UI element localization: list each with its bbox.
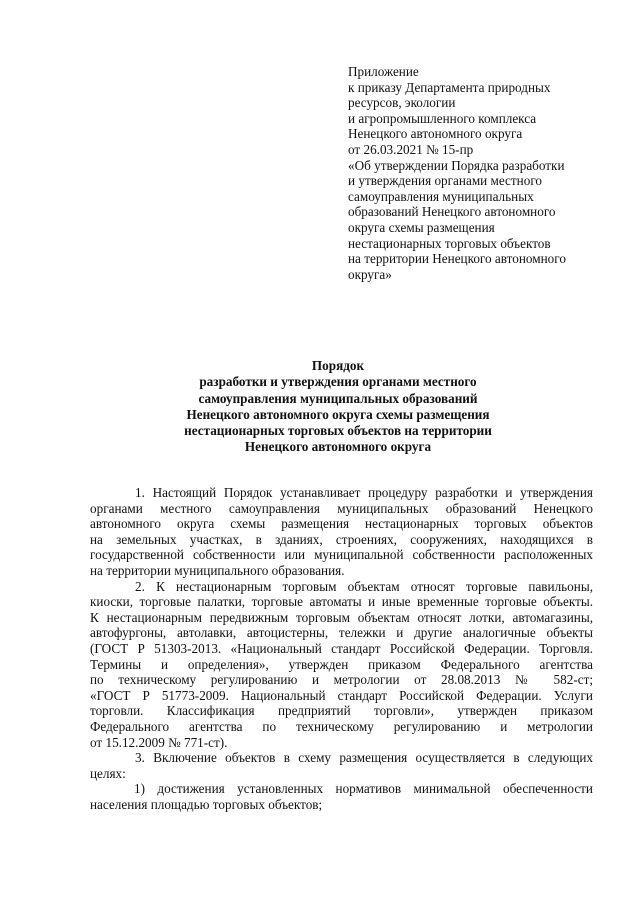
title-line: самоуправления муниципальных образований (198, 390, 478, 406)
text-line: 1. Настоящий Порядок устанавливает процедуру разработки и утверждения (135, 485, 593, 500)
text-line: автофургоны, автолавки, автоцистерны, тележки и другие аналогичные объекты (90, 625, 593, 641)
appendix-line: самоуправления муниципальных (348, 188, 534, 204)
text-line: государственной собственности или муниципальной собственности расположенных (90, 547, 593, 563)
appendix-line: от 26.03.2021 № 15-пр (348, 141, 474, 157)
text-line: торговли. Классификация предприятий торговли», утвержден приказом (90, 703, 593, 719)
appendix-line: на территории Ненецкого автономного (348, 251, 566, 267)
text-line: К нестационарным передвижным торговым объектам относят лотки, автомагазины, (90, 609, 593, 625)
text-line: «ГОСТ Р 51773-2009. Национальный стандарт Российской Федерации. Услуги (90, 687, 593, 703)
text-line: автономного округа схемы размещения нестационарных торговых объектов (90, 516, 593, 532)
text-line: от 15.12.2009 № 771-ст). (90, 734, 228, 750)
text-line: по техническому регулированию и метрологии от 28.08.2013 № 582-ст; (90, 672, 593, 688)
appendix-line: Ненецкого автономного округа (348, 126, 523, 142)
text-line: Термины и определения», утвержден приказом Федерального агентства (90, 656, 593, 672)
appendix-line: образований Ненецкого автономного (348, 204, 556, 220)
paragraph-2 (90, 579, 593, 751)
title-line: Порядок (311, 358, 365, 373)
appendix-line: и утверждения органами местного (348, 173, 542, 189)
appendix-line: и агропромышленного комплекса (348, 110, 537, 126)
text-line: на земельных участках, в зданиях, строениях, сооружениях, находящихся в (90, 531, 593, 547)
appendix-line: к приказу Департамента природных (348, 79, 551, 95)
text-line: органами местного самоуправления муниципальных образований Ненецкого (90, 500, 593, 516)
appendix-line: «Об утверждении Порядка разработки (348, 157, 565, 173)
text-line: населения площадью торговых объектов; (90, 796, 323, 812)
text-line: целях: (90, 765, 126, 781)
paragraph-4 (90, 781, 593, 812)
title-line: разработки и утверждения органами местного (199, 374, 477, 390)
paragraph-3 (90, 750, 593, 781)
text-line: на территории муниципального образования. (90, 562, 345, 578)
appendix-line: ресурсов, экологии (348, 95, 456, 111)
title-line: нестационарных торговых объектов на территории (184, 423, 492, 439)
appendix-header (348, 64, 598, 282)
appendix-line: округа схемы размещения (348, 219, 495, 235)
text-line: Федерального агентства по техническому регулированию и метрологии (90, 718, 593, 734)
appendix-line: округа» (348, 266, 392, 282)
text-line: киоски, торговые палатки, торговые автоматы и иные временные торговые объекты. (90, 594, 593, 610)
text-line: 3. Включение объектов в схему размещения осуществляется в следующих (135, 750, 593, 766)
appendix-line: Приложение (348, 64, 419, 79)
document-title (88, 358, 588, 456)
text-line: (ГОСТ Р 51303-2013. «Национальный стандарт Российской Федерации. Торговля. (90, 640, 593, 656)
text-line: 1) достижения установленных нормативов минимальной обеспеченности (134, 781, 593, 797)
text-line: 2. К нестационарным торговым объектам относят торговые павильоны, (135, 578, 593, 594)
appendix-line: нестационарных торговых объектов (348, 235, 551, 251)
document-body (90, 485, 593, 812)
title-line: Ненецкого автономного округа схемы размещения (186, 406, 490, 422)
paragraph-1 (90, 485, 593, 579)
title-line: Ненецкого автономного округа (244, 439, 432, 455)
